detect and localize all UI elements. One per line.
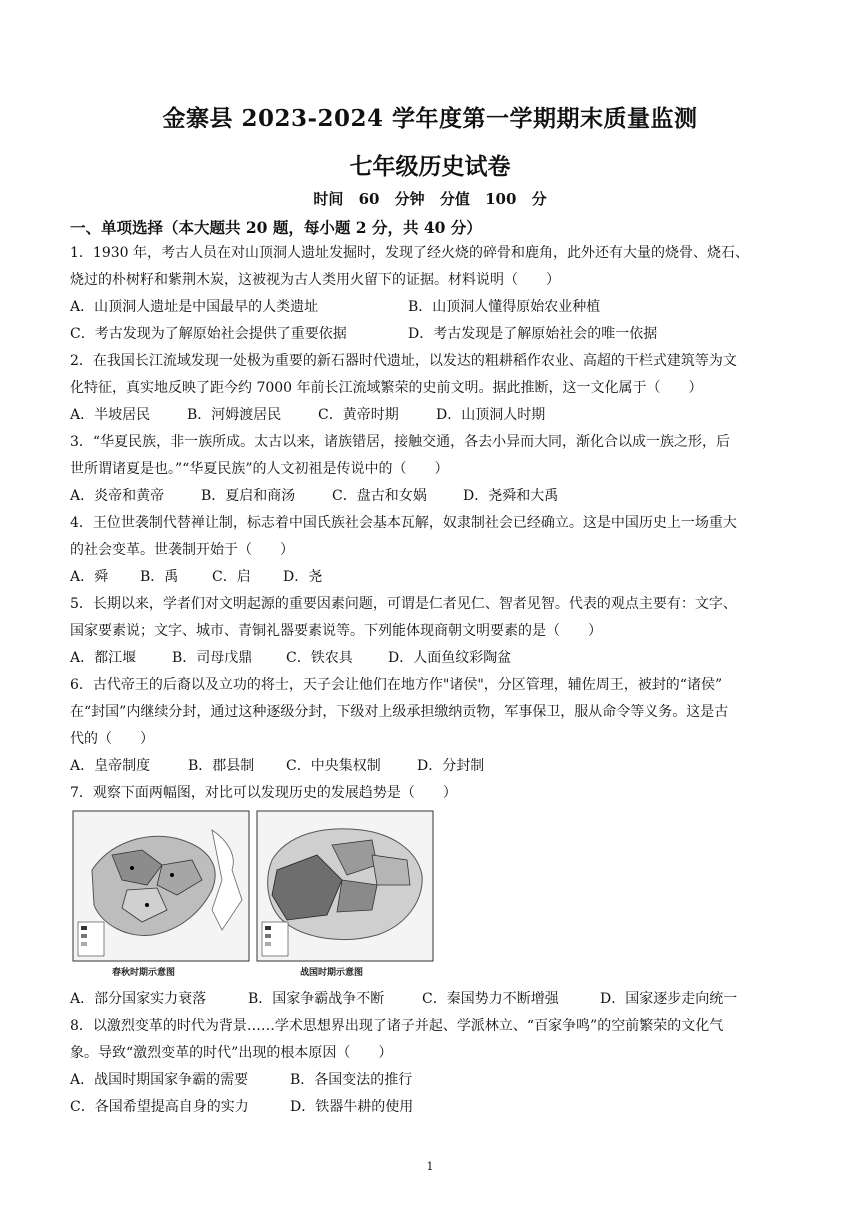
- exam-title: 金寨县 2023-2024 学年度第一学期期末质量监测: [162, 105, 698, 132]
- question-text: 国家要素说；文字、城市、青铜礼器要素说等。下列能体现商朝文明要素的是（ ）: [70, 623, 602, 639]
- option-row: [70, 321, 794, 348]
- option-a: A．半坡居民: [70, 407, 151, 423]
- option-a: A．都江堰: [70, 650, 137, 666]
- question-4: [70, 510, 794, 591]
- section-heading: 一、单项选择（本大题共 20 题，每小题 2 分，共 40 分）: [70, 218, 482, 237]
- question-text: 8．以激烈变革的时代为背景……学术思想界出现了诸子并起、学派林立、“百家争鸣”的空前繁荣的文化气: [70, 1018, 724, 1034]
- option-a: A．战国时期国家争霸的需要: [70, 1072, 249, 1088]
- option-a: A．舜: [70, 569, 109, 585]
- option-d: D．尧: [283, 569, 323, 585]
- option-d: D．山顶洞人时期: [436, 407, 546, 423]
- option-a: A．山顶洞人遗址是中国最早的人类遗址: [70, 299, 319, 315]
- option-row: [70, 753, 794, 780]
- option-row: [70, 564, 794, 591]
- option-b: B．河姆渡居民: [187, 407, 282, 423]
- option-c: C．秦国势力不断增强: [422, 991, 559, 1007]
- question-text: 2．在我国长江流域发现一处极为重要的新石器时代遗址，以发达的粗耕稻作农业、高超的干栏式建筑等为文: [70, 353, 737, 369]
- question-2: [70, 348, 794, 429]
- option-b: B．山顶洞人懂得原始农业种植: [408, 299, 601, 315]
- question-8: [70, 1013, 794, 1121]
- option-c: C．黄帝时期: [318, 407, 399, 423]
- question-7: [70, 780, 794, 807]
- question-1: [70, 240, 794, 348]
- question-text: 象。导致“激烈变革的时代”出现的根本原因（ ）: [70, 1045, 393, 1061]
- map-caption-spring-autumn: 春秋时期示意图: [112, 968, 176, 978]
- option-c: C．盘古和女娲: [332, 488, 427, 504]
- option-a: A．部分国家实力衰落: [70, 991, 207, 1007]
- question-text: 的社会变革。世袭制开始于（ ）: [70, 542, 294, 558]
- option-row: [70, 402, 794, 429]
- option-b: B．夏启和商汤: [201, 488, 296, 504]
- option-b: B．国家争霸战争不断: [248, 991, 385, 1007]
- question-text: 世所谓诸夏是也。”“华夏民族”的人文初祖是传说中的（ ）: [70, 461, 449, 477]
- question-5: [70, 591, 794, 672]
- option-row: [70, 1067, 794, 1094]
- warring-states-map: [257, 811, 433, 978]
- option-b: B．禹: [140, 569, 179, 585]
- option-a: A．皇帝制度: [70, 758, 151, 774]
- question-text: 化特征，真实地反映了距今约 7000 年前长江流域繁荣的史前文明。据此推断，这一文化属于（ ）: [70, 380, 703, 396]
- question-text: 烧过的朴树籽和紫荆木炭，这被视为古人类用火留下的证据。材料说明（ ）: [70, 272, 560, 288]
- option-row: [70, 986, 794, 1013]
- option-row: [70, 1094, 794, 1121]
- option-c: C．启: [212, 569, 251, 585]
- spring-autumn-map: [73, 811, 249, 978]
- option-c: C．各国希望提高自身的实力: [70, 1099, 249, 1115]
- map-caption-warring-states: 战国时期示意图: [300, 968, 364, 978]
- question-3: [70, 429, 794, 510]
- option-a: A．炎帝和黄帝: [70, 488, 165, 504]
- question-text: 在“封国”内继续分封，通过这种逐级分封，下级对上级承担缴纳贡物，军事保卫，服从命令等义务。这是古: [70, 704, 729, 720]
- page-number: 1: [426, 1160, 434, 1173]
- q7-maps: [72, 810, 434, 982]
- option-d: D．国家逐步走向统一: [600, 991, 738, 1007]
- question-text: 代的（ ）: [70, 731, 154, 747]
- option-c: C．考古发现为了解原始社会提供了重要依据: [70, 326, 347, 342]
- option-b: B．司母戊鼎: [172, 650, 253, 666]
- option-d: D．考古发现是了解原始社会的唯一依据: [408, 326, 658, 342]
- option-d: D．尧舜和大禹: [463, 488, 559, 504]
- option-d: D．铁器牛耕的使用: [290, 1099, 414, 1115]
- option-c: C．中央集权制: [286, 758, 381, 774]
- option-d: D．分封制: [417, 758, 485, 774]
- question-text: 3．“华夏民族，非一族所成。太古以来，诸族错居，接触交通，各去小异而大同，渐化合以成一族之形，后: [70, 434, 731, 450]
- exam-subtitle: 七年级历史试卷: [349, 153, 511, 180]
- question-text: 7．观察下面两幅图，对比可以发现历史的发展趋势是（ ）: [70, 785, 457, 801]
- question-text: 4．王位世袭制代替禅让制，标志着中国氏族社会基本瓦解，奴隶制社会已经确立。这是中国历史上一场重大: [70, 515, 737, 531]
- questions-block-2: [70, 986, 794, 1121]
- option-c: C．铁农具: [286, 650, 353, 666]
- question-text: 5．长期以来，学者们对文明起源的重要因素问题，可谓是仁者见仁、智者见智。代表的观点主要有：文字、: [70, 596, 737, 612]
- option-row: [70, 483, 794, 510]
- option-row: [70, 645, 794, 672]
- question-text: 1．1930 年，考古人员在对山顶洞人遗址发掘时，发现了经火烧的碎骨和鹿角，此外还有大量的烧骨、烧石、: [70, 245, 749, 261]
- exam-info: 时间 60 分钟 分值 100 分: [313, 190, 547, 208]
- questions-block: [70, 240, 794, 807]
- question-text: 6．古代帝王的后裔以及立功的将士，天子会让他们在地方作"诸侯"，分区管理，辅佐周王，被封的“诸侯”: [70, 677, 723, 693]
- option-row: [70, 294, 794, 321]
- option-b: B．各国变法的推行: [290, 1072, 413, 1088]
- option-b: B．郡县制: [188, 758, 255, 774]
- option-d: D．人面鱼纹彩陶盆: [388, 650, 512, 666]
- question-6: [70, 672, 794, 780]
